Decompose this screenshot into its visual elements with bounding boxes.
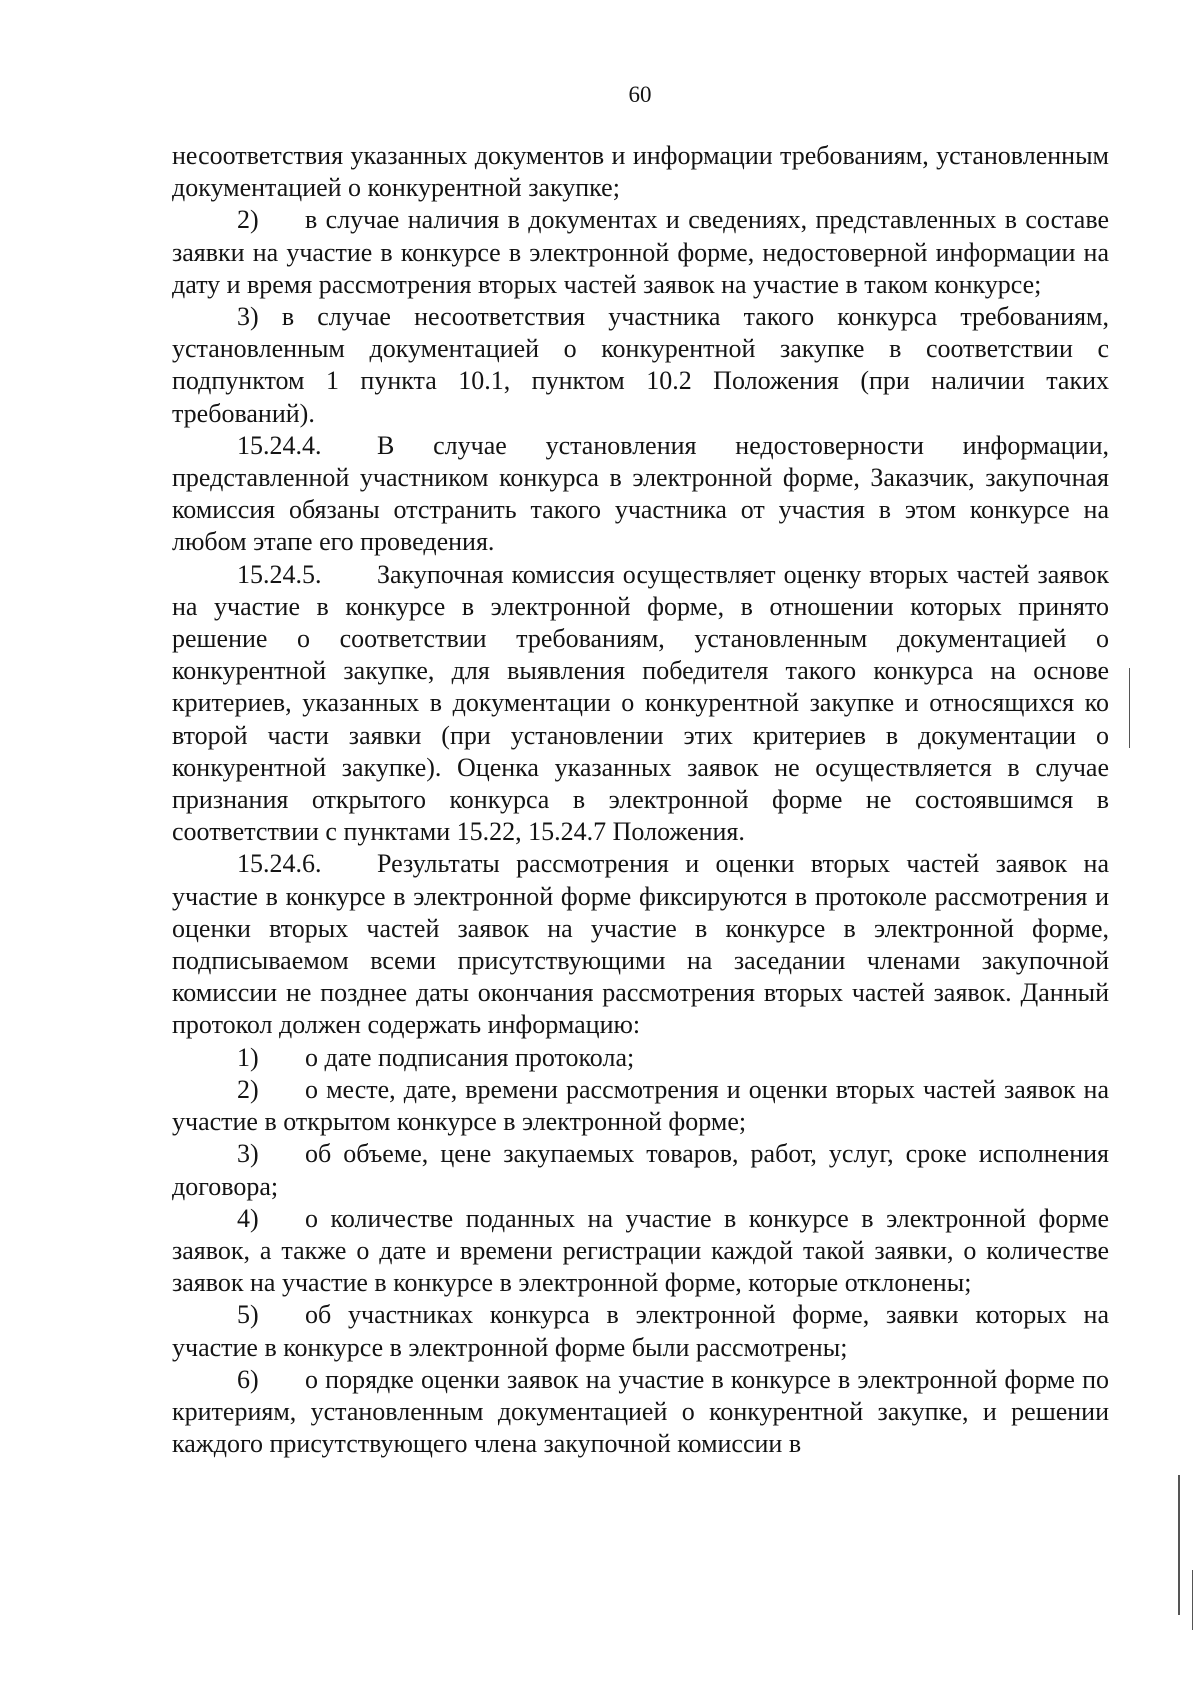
- item-number: 5): [237, 1300, 259, 1330]
- paragraph-text: о месте, дате, времени рассмотрения и оценки вторых частей заявок на участие в открытом конкурсе в электронной форме;: [172, 1074, 1109, 1137]
- paragraph: [172, 204, 1109, 301]
- item-number: 2): [237, 205, 259, 235]
- paragraph-text: В случае установления недостоверности информации, представленной участником конкурса в электронной форме, Заказчик, закупочная комиссия обязаны отстранить такого участника от участия в этом конкурсе на любом этапе его проведения.: [172, 430, 1109, 557]
- page-number: 60: [628, 82, 652, 107]
- paragraph: [172, 559, 1109, 849]
- paragraph-text: об объеме, цене закупаемых товаров, работ, услуг, сроке исполнения договора;: [172, 1139, 1109, 1201]
- paragraph: [172, 1138, 1109, 1202]
- paragraph-text: о количестве поданных на участие в конкурсе в электронной форме заявок, а также о дате и времени регистрации каждой такой заявки, о количестве заявок на участие в конкурсе в электронной форме, которые отклонены;: [172, 1203, 1109, 1298]
- paragraph: [172, 1074, 1109, 1138]
- item-number: 4): [237, 1203, 259, 1233]
- paragraph: [172, 140, 1109, 204]
- item-number: 2): [237, 1074, 259, 1104]
- paragraph: [172, 301, 1109, 430]
- scan-edge-mark: [1129, 668, 1130, 748]
- document-body: [172, 140, 1109, 1460]
- paragraph-text: в случае наличия в документах и сведениях, представленных в составе заявки на участие в конкурсе в электронной форме, недостоверной информации на дату и время рассмотрения вторых частей заявок на участие в таком конкурсе;: [172, 205, 1109, 299]
- paragraph: [172, 848, 1109, 1041]
- paragraph: [172, 1042, 1109, 1074]
- item-number: 6): [237, 1364, 259, 1394]
- paragraph: [172, 1299, 1109, 1363]
- paragraph-text: несоответствия указанных документов и информации требованиям, установленным документацией о конкурентной закупке;: [172, 141, 1109, 203]
- paragraph: [172, 430, 1109, 559]
- paragraph-text: о дате подписания протокола;: [305, 1042, 635, 1072]
- clause-number: 15.24.4.: [237, 430, 322, 460]
- clause-number: 15.24.5.: [237, 559, 322, 589]
- scan-edge-mark: [1178, 1475, 1180, 1615]
- paragraph: [172, 1203, 1109, 1300]
- paragraph-text: Закупочная комиссия осуществляет оценку вторых частей заявок на участие в конкурсе в электронной форме, в отношении которых принято решение о соответствии требованиям, установленным документацией о конкурентной закупке, для выявления победителя такого конкурса на основе критериев, указанных в документации о конкурентной закупке и относящихся ко второй части заявки (при установлении этих критериев в документации о конкурентной закупке). Оценка указанных заявок не осуществляется в случае признания открытого конкурса в электронной форме не состоявшимся в соответствии с пунктами 15.22, 15.24.7 Положения.: [172, 559, 1109, 847]
- item-number: 3): [237, 1139, 259, 1169]
- scan-edge-mark: [1192, 1570, 1193, 1630]
- item-number: 1): [237, 1042, 259, 1072]
- paragraph-text: Результаты рассмотрения и оценки вторых частей заявок на участие в конкурсе в электронной форме фиксируются в протоколе рассмотрения и оценки вторых частей заявок на участие в конкурсе в электронной форме, подписываемом всеми присутствующими на заседании членами закупочной комиссии не позднее даты окончания рассмотрения вторых частей заявок. Данный протокол должен содержать информацию:: [172, 849, 1109, 1040]
- paragraph: [172, 1364, 1109, 1461]
- paragraph-text: о порядке оценки заявок на участие в конкурсе в электронной форме по критериям, установленным документацией о конкурентной закупке, и решении каждого присутствующего члена закупочной комиссии в: [172, 1364, 1109, 1459]
- paragraph-text: 3) в случае несоответствия участника такого конкурса требованиям, установленным документацией о конкурентной закупке в соответствии с подпунктом 1 пункта 10.1, пунктом 10.2 Положения (при наличии таких требований).: [172, 302, 1109, 428]
- paragraph-text: об участниках конкурса в электронной форме, заявки которых на участие в конкурсе в электронной форме были рассмотрены;: [172, 1300, 1109, 1362]
- clause-number: 15.24.6.: [237, 849, 322, 879]
